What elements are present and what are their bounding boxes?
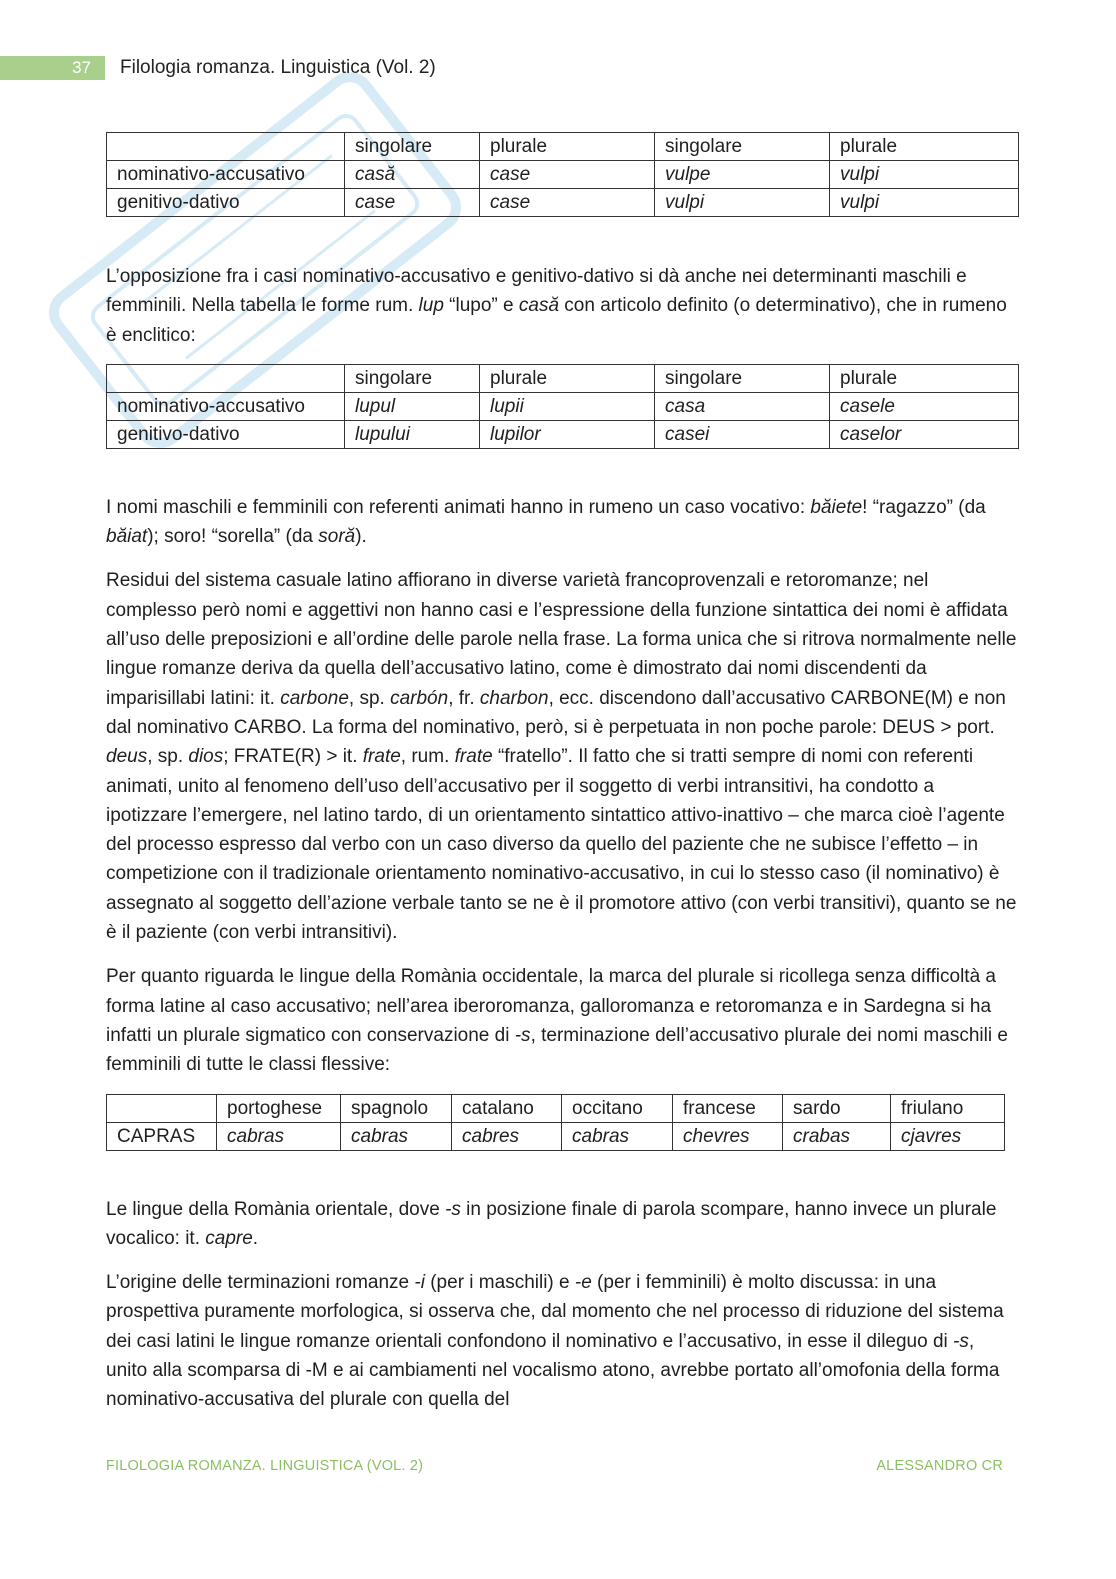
table-cell: cabras [341,1122,452,1150]
table-cell: CAPRAS [107,1122,217,1150]
table-cell: portoghese [217,1094,341,1122]
paragraph [106,262,1018,350]
paragraph [106,1195,1018,1254]
table-cell: friulano [891,1094,1005,1122]
table-cell: francese [673,1094,783,1122]
page-content [106,132,1018,1415]
running-header-title: Filologia romanza. Linguistica (Vol. 2) [120,57,436,78]
text-span: , unito alla scomparsa di -M e ai cambiamenti nel vocalismo atono, avrebbe portato all’omofonia della forma nominativo-accusativa del plurale con quella del [106,1330,1000,1411]
text-span: Residui del sistema casuale latino affiorano in diverse varietà francoprovenzali e retoromanze; nel complesso però nomi e aggettivi non hanno casi e l’espressione della funzione sintattica dei nomi è affidata all’uso delle preposizioni e all’ordine delle parole nella frase. La forma unica che si ritrova normalmente nelle lingue romanze deriva da quella dell’accusativo latino, come è dimostrato dai nomi discendenti da imparisillabi latini: it. [106,570,1017,709]
table-cell: cjavres [891,1122,1005,1150]
italic-term: -i [414,1272,425,1294]
italic-term: -s [445,1198,461,1220]
table-cell: genitivo-dativo [107,420,345,448]
table-row [107,1122,1005,1150]
italic-term: soră [318,526,356,548]
table-cell: caselor [830,420,1019,448]
table-cell: cabres [452,1122,562,1150]
text-span: , rum. [400,746,455,768]
footer-author: ALESSANDRO CR [876,1458,1003,1474]
italic-term: charbon [479,687,549,709]
table-cell: casei [655,420,830,448]
table-cell: vulpi [830,189,1019,217]
table-cell: plurale [830,133,1019,161]
table-cell: lupii [480,392,655,420]
text-span: con articolo definito (o determinativo), che in rumeno è enclitico: [106,295,1007,346]
italic-term: lup [418,295,444,317]
table-cell: nominativo-accusativo [107,161,345,189]
table-cell: plurale [480,364,655,392]
table-row [107,189,1019,217]
text-span: ); soro! “sorella” (da [147,526,319,548]
table-cell: plurale [480,133,655,161]
italic-term: frate [454,746,493,768]
table-cell: crabas [783,1122,891,1150]
table-rumeno-casi-vulpe [106,132,1019,217]
table-cell: vulpi [655,189,830,217]
page-number: 37 [72,58,91,77]
table-cell: genitivo-dativo [107,189,345,217]
table-cell [107,133,345,161]
table-cell: chevres [673,1122,783,1150]
table-cell: cabras [217,1122,341,1150]
italic-term: băiat [106,526,148,548]
table-cell: vulpi [830,161,1019,189]
table-cell: plurale [830,364,1019,392]
text-span: . [252,1227,259,1249]
italic-term: deus [106,746,148,768]
text-span: in posizione finale di parola scompare, hanno invece un plurale vocalico: it. [106,1198,997,1249]
table-rumeno-articolo-enclitico [106,364,1019,449]
text-span: , terminazione dell’accusativo plurale dei nomi maschili e femminili di tutte le classi flessive: [106,1024,1008,1076]
text-span: L’opposizione fra i casi nominativo-accusativo e genitivo-dativo si dà anche nei determinanti maschili e femminili. Nella tabella le forme rum. [106,266,967,317]
text-span: I nomi maschili e femminili con referenti animati hanno in rumeno un caso vocativo: [106,496,811,518]
paragraph [106,493,1018,552]
table-cell: singolare [655,364,830,392]
table-cell: vulpe [655,161,830,189]
italic-term: dios [188,746,224,768]
table-header-row [107,364,1019,392]
footer-book-title: FILOLOGIA ROMANZA. LINGUISTICA (VOL. 2) [106,1458,424,1474]
table-cell: casa [655,392,830,420]
table-cell: spagnolo [341,1094,452,1122]
table-cell: casele [830,392,1019,420]
text-span: , fr. [448,687,480,709]
text-span: ! “ragazzo” (da [862,496,986,518]
table-cell [107,1094,217,1122]
italic-term: -s [514,1024,531,1046]
table-plurale-capras [106,1094,1005,1151]
table-header-row [107,133,1019,161]
paragraph [106,1268,1018,1414]
table-cell: lupilor [480,420,655,448]
paragraph [106,566,1018,947]
text-span: , sp. [348,687,391,709]
table-cell: singolare [345,364,480,392]
text-span: “fratello”. Il fatto che si tratti sempre di nomi con referenti animati, unito al fenomeno dell’uso dell’accusativo per il soggetto di verbi intransitivi, ha condotto a ipotizzare l’emergere, nel latino tardo, di un orientamento sintattico attivo-inattivo – che marca cioè l’agente del processo espresso dal verbo con un caso diverso da quello del paziente che ne subisce l’effetto – in competizione con il tradizionale orientamento nominativo-accusativo, in cui lo stesso caso (il nominativo) è assegnato al soggetto dell’azione verbale tanto se ne è il promotore attivo (con verbi transitivi), quanto se ne è il paziente (con verbi intransitivi). [106,746,1017,944]
table-cell: case [345,189,480,217]
table-cell: case [480,189,655,217]
text-span: (per i maschili) e [424,1272,575,1294]
table-cell: singolare [345,133,480,161]
table-row [107,161,1019,189]
table-cell: occitano [562,1094,673,1122]
table-header-row [107,1094,1005,1122]
table-cell: cabras [562,1122,673,1150]
text-span: ; FRATE(R) > it. [223,746,363,768]
text-span: “lupo” e [443,295,519,317]
table-cell: lupului [345,420,480,448]
table-cell: casă [345,161,480,189]
table-cell: case [480,161,655,189]
table-cell: nominativo-accusativo [107,392,345,420]
italic-term: -e [574,1272,592,1294]
text-span: , sp. [147,746,189,768]
italic-term: băiete [810,496,863,518]
text-span: L’origine delle terminazioni romanze [106,1272,415,1294]
paragraph [106,962,1018,1079]
text-span: ). [355,526,367,548]
table-cell: sardo [783,1094,891,1122]
table-cell: lupul [345,392,480,420]
table-row [107,420,1019,448]
text-span: Per quanto riguarda le lingue della Romània occidentale, la marca del plurale si ricollega senza difficoltà a forma latine al caso accusativo; nell’area iberoromanza, galloromanza e retoromanza e in Sardegna si ha infatti un plurale sigmatico con conservazione di [106,966,997,1046]
italic-term: capre [205,1227,253,1249]
table-cell: catalano [452,1094,562,1122]
italic-term: frate [362,746,401,768]
text-span: Le lingue della Romània orientale, dove [106,1198,446,1220]
table-row [107,392,1019,420]
table-cell: singolare [655,133,830,161]
italic-term: casă [518,295,560,317]
italic-term: carbone [280,687,349,709]
text-span: (per i femminili) è molto discussa: in una prospettiva puramente morfologica, si osserva che, dal momento che nel processo di riduzione del sistema dei casi latini le lingue romanze orientali confondono il nominativo e l’accusativo, in esse il dileguo di [106,1272,1004,1352]
table-cell [107,364,345,392]
italic-term: -s [953,1330,969,1352]
italic-term: carbón [390,687,449,709]
text-span: , ecc. discendono dall’accusativo CARBONE(M) e non dal nominativo CARBO. La forma del nominativo, però, si è perpetuata in non poche parole: DEUS > port. [106,687,1006,738]
